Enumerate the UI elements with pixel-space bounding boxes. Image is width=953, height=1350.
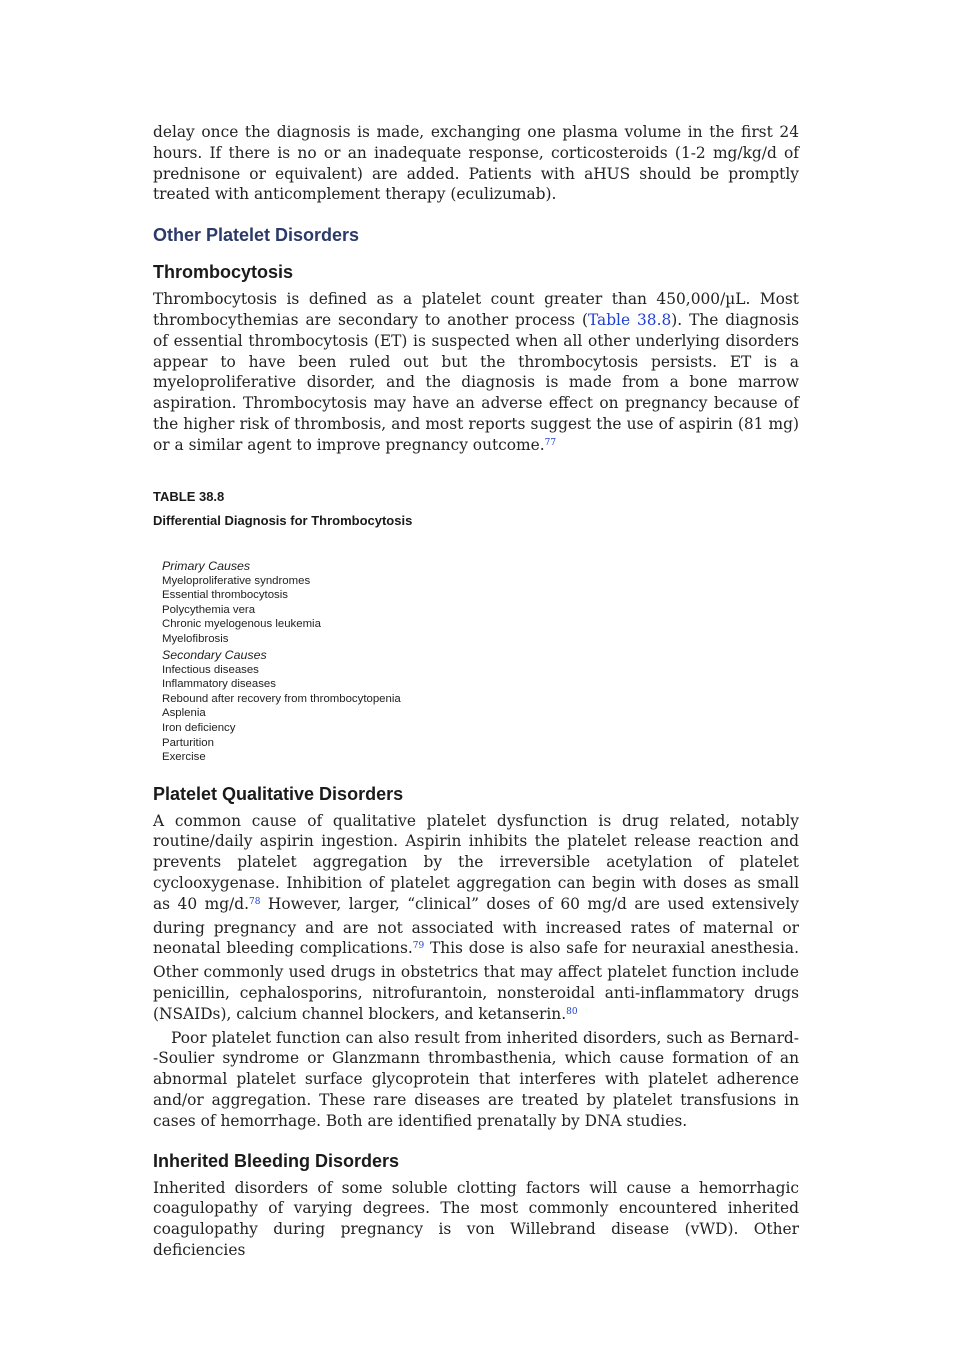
- thrombocytosis-text-2: ). The diagnosis of essential thrombocytosis (ET) is suspected when all other underlying disorders appear to have been ruled out but the thrombocytosis persists. ET is a myeloproliferative disorder, and the diagnosis is made from a bone marrow aspiration. Thrombocytosis may have an adverse effect on pregnancy because of the higher risk of thrombosis, and most reports suggest the use of aspirin (81 mg) or a similar agent to improve pregnancy outcome.: [153, 310, 799, 454]
- table-row: Iron deficiency: [162, 721, 236, 734]
- table-link[interactable]: Table 38.8: [587, 310, 672, 329]
- inherited-paragraph: Inherited disorders of some soluble clotting factors will cause a hemorrhagic coagulopathy of varying degrees. The most commonly encountered inherited coagulopathy during pregnancy is von Willebrand disease (vWD). Other deficiencies: [153, 1178, 799, 1260]
- qualitative-text-a: A common cause of qualitative platelet dysfunction is drug related, notably routine/daily aspirin ingestion. Aspirin inhibits the platelet release reaction and prevents platelet aggregation by the irreversible acetylation of platelet cyclooxygenase. Inhibition of platelet aggregation can begin with doses as small as 40 mg/d.: [153, 811, 799, 913]
- table-row: Chronic myelogenous leukemia: [162, 618, 321, 631]
- table-row: Myeloproliferative syndromes: [162, 574, 311, 587]
- heading-thrombocytosis: Thrombocytosis: [153, 262, 294, 283]
- table-row: Parturition: [162, 736, 214, 749]
- qualitative-paragraph-2: Poor platelet function can also result from inherited disorders, such as Bernard--Soulier syndrome or Glanzmann thrombasthenia, which cause formation of an abnormal platelet surface glycoprotein that interferes with platelet adherence and/or aggregation. These rare diseases are treated by platelet transfusions in cases of hemorrhage. Both are identified prenatally by DNA studies.: [153, 1028, 799, 1130]
- thrombocytosis-text-1: Thrombocytosis is defined as a platelet count greater than 450,000/µL. Most thrombocythemias are secondary to another process (: [153, 290, 799, 329]
- table-row: Myelofibrosis: [162, 632, 229, 645]
- heading-platelet-qualitative-disorders: Platelet Qualitative Disorders: [153, 783, 404, 804]
- table-row: Inflammatory diseases: [162, 678, 276, 691]
- qualitative-text-c: This dose is also safe for neuraxial anesthesia. Other commonly used drugs in obstetrics that may affect platelet function include penicillin, cephalosporins, nitrofurantoin, nonsteroidal anti-inflammatory drugs (NSAIDs), calcium channel blockers, and ketanserin.: [153, 939, 799, 1023]
- table-group-heading: Secondary Causes: [162, 647, 267, 662]
- table-title: Differential Diagnosis for Thrombocytosis: [153, 512, 413, 528]
- thrombocytosis-paragraph: [153, 289, 799, 458]
- section-heading-other-platelet-disorders: Other Platelet Disorders: [153, 225, 360, 246]
- table-body: [153, 558, 799, 765]
- reference-link[interactable]: 80: [566, 1006, 578, 1017]
- table-row: Rebound after recovery from thrombocytopenia: [162, 692, 401, 705]
- intro-paragraph: delay once the diagnosis is made, exchanging one plasma volume in the first 24 hours. If there is no or an inadequate response, corticosteroids (1-2 mg/kg/d of prednisone or equivalent) are added. Patients with aHUS should be promptly treated with anticomplement therapy (eculizumab).: [153, 123, 799, 204]
- table-row: Essential thrombocytosis: [162, 589, 288, 602]
- heading-inherited-bleeding-disorders: Inherited Bleeding Disorders: [153, 1150, 400, 1171]
- reference-link[interactable]: 78: [249, 896, 261, 907]
- table-row: Asplenia: [162, 707, 206, 720]
- reference-link[interactable]: 79: [412, 941, 425, 952]
- table-row: Infectious diseases: [162, 663, 259, 676]
- page-content: [153, 122, 799, 1261]
- qualitative-paragraph-1: [153, 811, 799, 1028]
- table-number: TABLE 38.8: [153, 488, 225, 504]
- reference-link[interactable]: 77: [544, 437, 557, 448]
- table-row: Exercise: [162, 751, 206, 764]
- table-row: Polycythemia vera: [162, 603, 256, 616]
- table-group-heading: Primary Causes: [162, 558, 251, 573]
- qualitative-text-b: However, larger, “clinical” doses of 60 mg/d are used extensively during pregnancy and are not associated with increased rates of maternal or neonatal bleeding complications.: [153, 894, 799, 958]
